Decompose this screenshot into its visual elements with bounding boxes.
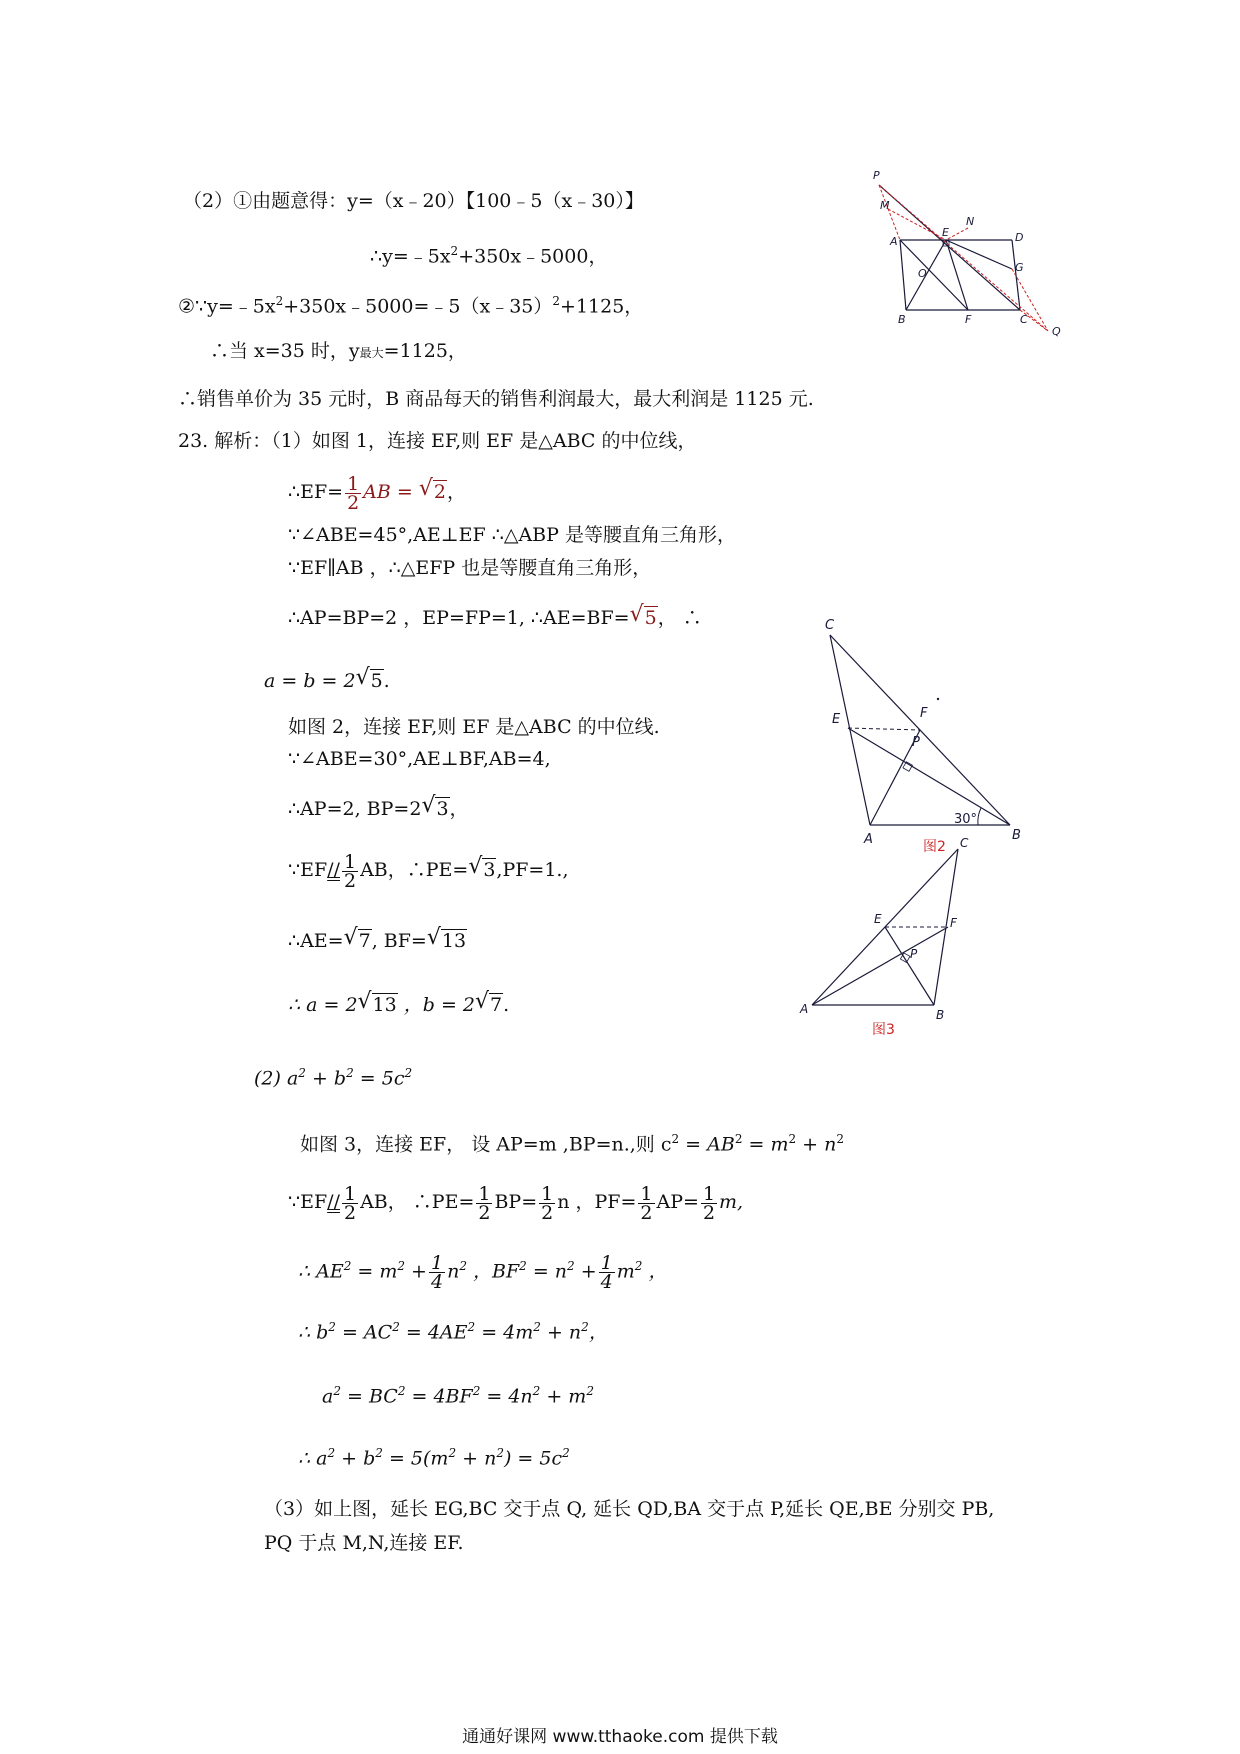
- fig3-label-p: P: [910, 947, 918, 961]
- q23-part3-line2: PQ 于点 M,N,连接 EF.: [264, 1532, 464, 1554]
- fig3-label-b: B: [936, 1008, 945, 1022]
- fig1-label-b: B: [898, 313, 906, 326]
- q23-fig3-intro: 如图 3，连接 EF， 设 AP=m ,BP=n.,则 $c^2 = AB^2 = m^2 + n^2$: [300, 1132, 844, 1156]
- fig3-label-e: E: [874, 912, 882, 926]
- fig1-label-m: M: [880, 199, 890, 212]
- q23-sum: ∴ $a^2 + b^2 = 5(m^2 + n^2) = 5c^2$: [298, 1446, 570, 1470]
- fig1-label-p: P: [873, 169, 880, 182]
- q23-abe30: ∵∠ABE=30°,AE⊥BF,AB=4,: [288, 748, 551, 770]
- fig3-caption: 图3: [872, 1022, 895, 1035]
- fig2-label-e: E: [832, 712, 841, 727]
- fig1-label-g: G: [1015, 261, 1024, 274]
- fig1-label-d: D: [1015, 231, 1024, 244]
- q23-part3-line1: （3）如上图，延长 EG,BC 交于点 Q, 延长 QD,BA 交于点 P,延长 QE,BE 分别交 PB,: [264, 1498, 995, 1520]
- part2-line5: ∴销售单价为 35 元时，B 商品每天的销售利润最大，最大利润是 1125 元.: [178, 388, 814, 410]
- fig3-label-a: A: [800, 1002, 809, 1016]
- fig1-label-e: E: [942, 226, 949, 239]
- q23-ae-bf: ∴AE=√ 7, BF=√ 13: [288, 928, 467, 954]
- fig2-label-p: P: [912, 735, 920, 750]
- part2-line4: ∴当 x=35 时，y最大=1125，: [210, 340, 467, 362]
- q23-b2: ∴ $b^2 = AC^2 = 4AE^2 = 4m^2 + n^2$，: [298, 1320, 608, 1344]
- part2-line3: $②\because y=﹣5x^2+350x﹣5000=﹣5(x﹣35)^2+1125$，: [178, 294, 644, 318]
- q23-ap2: ∴AP=2, BP=2√ 3，: [288, 796, 469, 822]
- fig1-label-f: F: [965, 313, 972, 326]
- figure-3: [798, 835, 998, 1035]
- part2-line1: （2）①由题意得：y=（x﹣20）【100﹣5（x﹣30）】: [183, 190, 644, 212]
- fig2-label-b: B: [1012, 828, 1021, 843]
- q23-a-equals-b: a = b = 2√ 5.: [264, 668, 390, 694]
- fig1-label-o: O: [918, 267, 927, 280]
- q23-ef2: ∵EF// $\frac{1}{2}$ AB，∴PE=√ 3,PF=1.,: [288, 848, 569, 892]
- q23-ef-equation: ∴EF= $\frac{1}{2}$ AB = √ 2，: [288, 470, 466, 514]
- fig2-angle-label: 30°: [954, 812, 978, 827]
- q23-abe45: ∵∠ABE=45°,AE⊥EF ∴△ABP 是等腰直角三角形，: [288, 524, 736, 546]
- fig1-label-a: A: [890, 235, 898, 248]
- q23-ae2-bf2: ∴ $AE^2 = m^2$ + $\frac{1}{4}$ $n^2$ ，$BF^2 = n^2$ + $\frac{1}{4}$ $m^2$ ，: [298, 1251, 668, 1293]
- fig2-caption: 图2: [923, 839, 946, 855]
- fig3-label-f: F: [950, 916, 957, 930]
- fig1-label-c: C: [1020, 313, 1028, 326]
- q23-heading: 23. 解析：（1）如图 1，连接 EF,则 EF 是△ABC 的中位线，: [178, 430, 697, 452]
- part2-line2: $\therefore y=﹣5x^2+350x﹣5000$，: [370, 244, 608, 268]
- figure-1: [870, 165, 1080, 385]
- q23-ef-parallel: ∵EF∥AB ，∴△EFP 也是等腰直角三角形，: [288, 557, 652, 579]
- fig1-label-n: N: [966, 215, 975, 228]
- figure-2: [818, 615, 1038, 855]
- fig2-label-c: C: [825, 618, 835, 633]
- q23-part2-relation: (2) $a^2 + b^2 = 5c^2$: [254, 1066, 413, 1090]
- q23-ap-bp: ∴AP=BP=2 ，EP=FP=1, ∴AE=BF=√ 5， ∴: [288, 605, 702, 631]
- fig2-label-a: A: [864, 832, 873, 847]
- fig2-label-f: F: [920, 706, 928, 721]
- q23-result: ∴ a = 2√ 13 ，b = 2√ 7.: [288, 992, 509, 1018]
- q23-a2: $a^2 = BC^2 = 4BF^2 = 4n^2 + m^2$: [322, 1384, 594, 1408]
- fig1-label-q: Q: [1052, 325, 1061, 338]
- page-footer: 通通好课网 www.tthaoke.com 提供下载: [462, 1727, 778, 1747]
- q23-fig2-intro: 如图 2，连接 EF,则 EF 是△ABC 的中位线.: [288, 716, 660, 738]
- q23-fig3-ef: ∵EF// $\frac{1}{2}$ AB， ∴PE= $\frac{1}{2}$ BP= $\frac{1}{2}$ n ，PF= $\frac{1}{2}$ AP= $\frac{1}{2}$ m,: [288, 1182, 744, 1224]
- fig3-label-c: C: [960, 836, 969, 850]
